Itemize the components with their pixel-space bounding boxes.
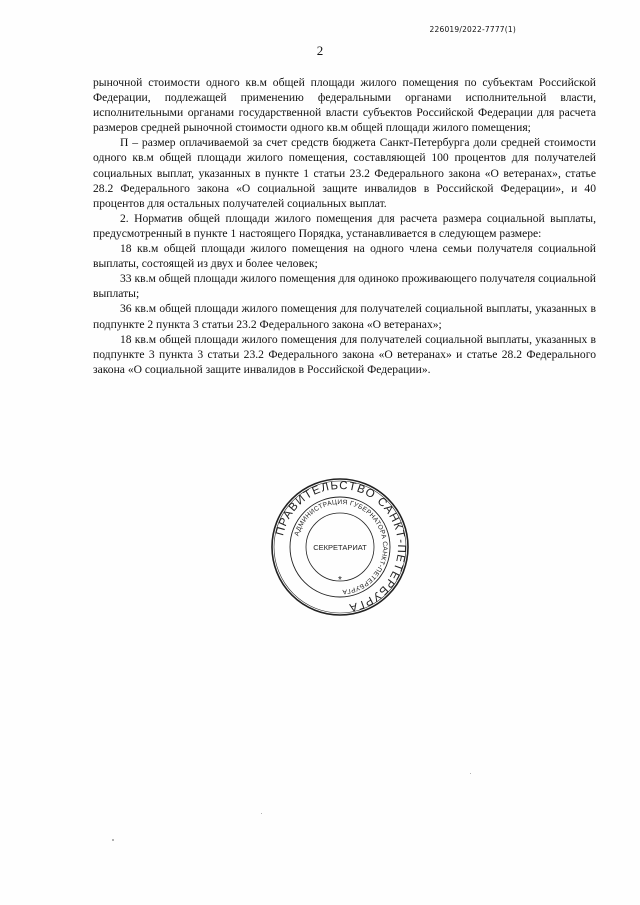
paragraph-continuation: рыночной стоимости одного кв.м общей площади жилого помещения по субъектам Российской Федерации, подлежащей применению федеральными органами исполнительной власти, исполнительными органами государственной власти субъектов Российской Федерации для расчета размеров средней рыночной стоимости одного кв.м общей площади жилого помещения; [93, 76, 596, 135]
stamp-center-text: СЕКРЕТАРИАТ [313, 543, 367, 552]
paragraph-item-2: 2. Норматив общей площади жилого помещения для расчета размера социальной выплаты, предусмотренный в пункте 1 настоящего Порядка, устанавливается в следующем размере: [93, 211, 596, 240]
paragraph-norm-family: 18 кв.м общей площади жилого помещения на одного члена семьи получателя социальной выплаты, состоящей из двух и более человек; [93, 242, 596, 271]
stamp-outer-text: ПРАВИТЕЛЬСТВО САНКТ-ПЕТЕРБУРГА [274, 479, 408, 614]
document-body [93, 75, 596, 377]
paragraph-norm-18-veterans: 18 кв.м общей площади жилого помещения для получателей социальной выплаты, указанных в подпункте 3 пункта 3 статьи 23.2 Федерального закона «О ветеранах» и статье 28.2 Федерального закона «О социальной защите инвалидов в Российской Федерации». [93, 332, 596, 376]
scan-speck [112, 839, 114, 841]
paragraph-norm-36: 36 кв.м общей площади жилого помещения для получателей социальной выплаты, указанных в подпункте 2 пункта 3 статьи 23.2 Федерального закона «О ветеранах»; [93, 302, 596, 331]
document-number: 226019/2022-7777(1) [429, 25, 516, 34]
paragraph-norm-single: 33 кв.м общей площади жилого помещения для одиноко проживающего получателя социальной выплаты; [93, 272, 596, 301]
stamp-inner-text: АДМИНИСТРАЦИЯ ГУБЕРНАТОРА САНКТ-ПЕТЕРБУРГА [293, 498, 389, 595]
scan-speck [470, 773, 471, 774]
official-seal-stamp [270, 477, 410, 617]
paragraph-p-definition: П – размер оплачиваемой за счет средств бюджета Санкт-Петербурга доли средней стоимости одного кв.м общей площади жилого помещения, составляющей 100 процентов для получателей социальных выплат, указанных в пункте 1 статьи 23.2 Федерального закона «О ветеранах», статье 28.2 Федерального закона «О социальной защите инвалидов в Российской Федерации», и 40 процентов для остальных получателей социальных выплат. [93, 136, 596, 210]
page-number: 2 [316, 43, 324, 58]
scan-speck [261, 813, 262, 814]
stamp-star-icon: * [338, 575, 342, 586]
